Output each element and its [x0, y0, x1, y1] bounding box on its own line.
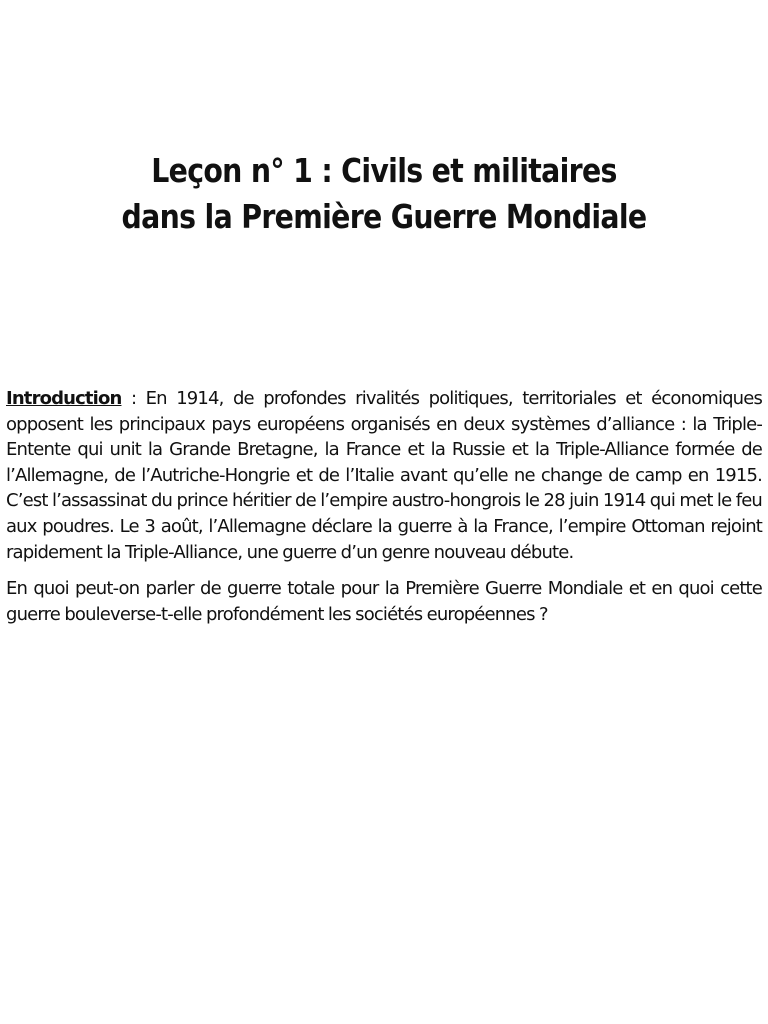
introduction-label: Introduction [6, 388, 122, 409]
problematique-paragraph: En quoi peut-on parler de guerre totale pour la Première Guerre Mondiale et en quoi cette guerre bouleverse-t-elle profondément les sociétés européennes ? [6, 578, 762, 625]
lesson-content [6, 386, 762, 627]
title-line-1: Leçon n° 1 : Civils et militaires [151, 151, 617, 190]
lesson-title [0, 148, 768, 240]
introduction-text: : En 1914, de profondes rivalités politiques, territoriales et économiques opposent les principaux pays européens organisés en deux systèmes d’alliance : la Triple-Entente qui unit la Grande Bretagne, la France et la Russie et la Triple-Alliance formée de l’Allemagne, de l’Autriche-Hongrie et de l’Italie avant qu’elle ne change de camp en 1915. C’est l’assassinat du prince héritier de l’empire austro-hongrois le 28 juin 1914 qui met le feu aux poudres. Le 3 août, l’Allemagne déclare la guerre à la France, l’empire Ottoman rejoint rapidement la Triple-Alliance, une guerre d’un genre nouveau débute. [6, 388, 762, 563]
introduction-paragraph [6, 386, 762, 565]
title-line-2: dans la Première Guerre Mondiale [121, 197, 647, 236]
